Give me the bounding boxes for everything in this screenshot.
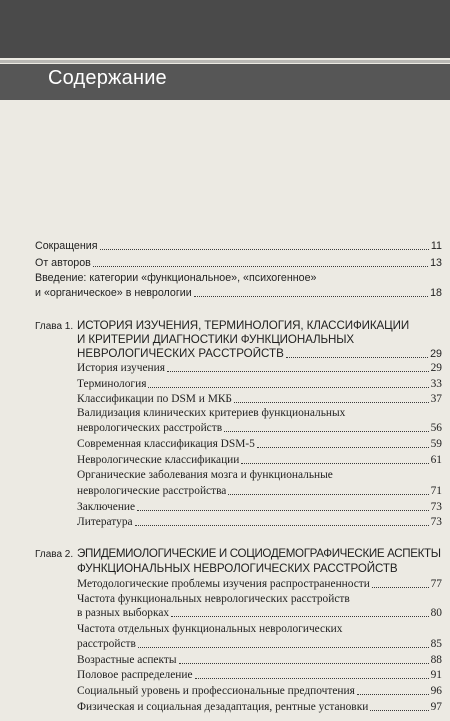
toc-entry-title: Заключение (77, 501, 136, 513)
toc-entry-line: Органические заболевания мозга и функциональные (77, 469, 333, 481)
toc-entry-page: 29 (430, 348, 442, 360)
toc-leader (195, 675, 429, 679)
toc-entry-title: Неврологические классификации (77, 454, 240, 466)
toc-leader (138, 644, 429, 648)
chapter-title-line: ИСТОРИЯ ИЗУЧЕНИЯ, ТЕРМИНОЛОГИЯ, КЛАССИФИКАЦИИ (77, 319, 410, 332)
toc-entry-title: Современная классификация DSM-5 (77, 438, 255, 450)
toc-entry-page: 56 (430, 422, 442, 434)
toc-entry-title: Социальный уровень и профессиональные предпочтения (77, 685, 355, 697)
toc-entry[interactable] (77, 484, 442, 498)
toc-entry-page: 29 (430, 362, 442, 374)
toc-leader (179, 660, 429, 664)
toc-entry[interactable] (77, 500, 442, 514)
chapter-title-line: ЭПИДЕМИОЛОГИЧЕСКИЕ И СОЦИОДЕМОГРАФИЧЕСКИЕ АСПЕКТЫ (77, 547, 441, 560)
toc-entry[interactable] (77, 421, 442, 435)
toc-leader (171, 613, 429, 617)
toc-leader (194, 293, 428, 297)
toc-entry[interactable] (77, 377, 442, 391)
toc-leader (93, 263, 428, 267)
toc-leader (100, 246, 429, 250)
toc-leader (228, 491, 428, 495)
toc-entry[interactable] (77, 606, 442, 620)
toc-leader (137, 507, 429, 511)
toc-entry-page: 59 (430, 438, 442, 450)
toc-leader (135, 522, 429, 526)
toc-entry[interactable] (77, 700, 442, 714)
toc-leader (167, 368, 429, 372)
toc-entry-page: 73 (430, 516, 442, 528)
toc-entry-line: Валидизация клинических критериев функциональных (77, 407, 346, 419)
toc-entry[interactable] (77, 515, 442, 529)
toc-entry-page: 91 (430, 669, 442, 681)
toc-entry-line: Введение: категории «функциональное», «психогенное» (35, 272, 317, 284)
toc-entry-title: Терминология (77, 378, 147, 390)
toc-entry[interactable] (77, 361, 442, 375)
toc-entry-page: 11 (430, 240, 442, 252)
toc-entry-line: Частота отдельных функциональных неврологических (77, 623, 343, 635)
toc-entry-title: неврологических расстройств (77, 422, 223, 434)
toc-leader (257, 444, 429, 448)
toc-entry-title: Возрастные аспекты (77, 654, 177, 666)
toc-entry[interactable] (77, 668, 442, 682)
chapter-title-line: И КРИТЕРИИ ДИАГНОСТИКИ ФУНКЦИОНАЛЬНЫХ (77, 333, 355, 346)
toc-entry-title: Классификации по DSM и МКБ (77, 393, 232, 405)
toc-entry-title: Половое распределение (77, 669, 193, 681)
toc-entry[interactable] (77, 437, 442, 451)
toc-entry[interactable] (35, 256, 442, 270)
toc-entry-title: Методологические проблемы изучения распространенности (77, 578, 370, 590)
chapter-label: Глава 1. (35, 321, 74, 332)
toc-entry-title: История изучения (77, 362, 165, 374)
toc-entry-title: неврологические расстройства (77, 485, 227, 497)
toc-entry-page: 97 (430, 701, 442, 713)
toc-leader (370, 707, 428, 711)
toc-entry-title: Литература (77, 516, 133, 528)
toc-entry[interactable] (77, 653, 442, 667)
toc-entry-line: Частота функциональных неврологических расстройств (77, 593, 350, 605)
toc-leader (241, 460, 428, 464)
chapter-title-line: ФУНКЦИОНАЛЬНЫХ НЕВРОЛОГИЧЕСКИХ РАССТРОЙСТВ (77, 562, 398, 575)
toc-entry[interactable] (77, 392, 442, 406)
toc-entry-page: 77 (430, 578, 442, 590)
toc-entry-page: 85 (430, 638, 442, 650)
toc-entry-page: 88 (430, 654, 442, 666)
toc-entry-title: и «органическое» в неврологии (35, 287, 192, 299)
toc-leader (286, 354, 428, 358)
toc-entry[interactable] (77, 453, 442, 467)
page-title: Содержание (48, 67, 167, 89)
toc-leader (148, 384, 428, 388)
toc-entry-page: 13 (430, 257, 442, 269)
toc-entry-page: 33 (430, 378, 442, 390)
toc-entry-page: 96 (430, 685, 442, 697)
toc-entry-page: 37 (430, 393, 442, 405)
toc-leader (372, 584, 429, 588)
toc-entry-page: 18 (430, 287, 442, 299)
toc-entry[interactable] (35, 239, 442, 253)
toc-entry-page: 80 (430, 607, 442, 619)
toc-entry[interactable] (77, 577, 442, 591)
toc-leader (224, 428, 429, 432)
chapter-entry[interactable] (77, 347, 442, 361)
toc-leader (357, 691, 429, 695)
toc-entry[interactable] (35, 286, 442, 300)
toc-entry-title: Физическая и социальная дезадаптация, рентные установки (77, 701, 369, 713)
chapter-label: Глава 2. (35, 549, 74, 560)
toc-entry-title: расстройств (77, 638, 136, 650)
toc-entry-page: 61 (430, 454, 442, 466)
toc-entry-page: 73 (430, 501, 442, 513)
toc-entry-title: Сокращения (35, 240, 98, 252)
chapter-title-line: НЕВРОЛОГИЧЕСКИХ РАССТРОЙСТВ (77, 347, 284, 360)
toc-leader (234, 399, 429, 403)
toc-entry-title: От авторов (35, 257, 91, 269)
toc-entry[interactable] (77, 637, 442, 651)
toc-entry-page: 71 (430, 485, 442, 497)
toc-entry[interactable] (77, 684, 442, 698)
toc-entry-title: в разных выборках (77, 607, 170, 619)
